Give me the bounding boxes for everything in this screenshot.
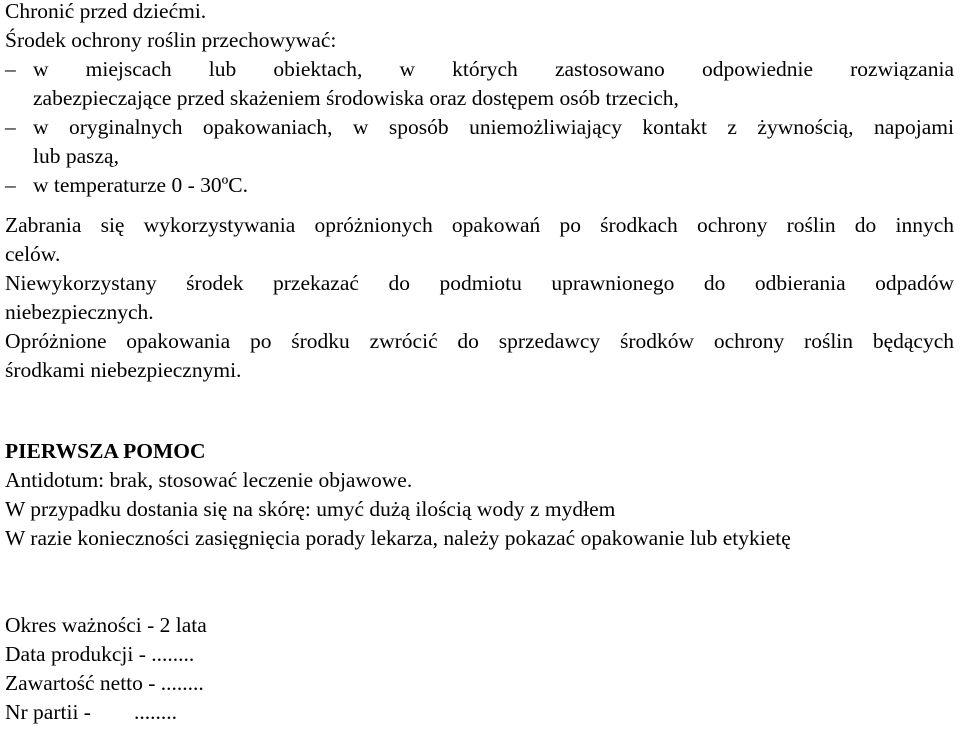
storage-bullet-2-cont: lub paszą, — [33, 144, 119, 168]
child-warning: Chronić przed dziećmi. — [5, 0, 207, 23]
first-aid-heading: PIERWSZA POMOC — [5, 439, 206, 463]
dash-bullet: – — [5, 57, 16, 81]
doctor-advice-line: W razie konieczności zasięgnięcia porady lekarza, należy pokazać opakowanie lub etykietę — [5, 526, 791, 550]
unused-disposal-cont: niebezpiecznych. — [5, 300, 154, 324]
reuse-prohibition: Zabrania się wykorzystywania opróżnionych opakowań po środkach ochrony roślin do innych — [5, 213, 954, 237]
batch-number: Nr partii - ........ — [5, 700, 177, 724]
dash-bullet: – — [5, 173, 16, 197]
unused-disposal: Niewykorzystany środek przekazać do podmiotu uprawnionego do odbierania odpadów — [5, 271, 954, 295]
empty-packaging-return-cont: środkami niebezpiecznymi. — [5, 358, 242, 382]
storage-intro: Środek ochrony roślin przechowywać: — [5, 28, 337, 52]
storage-bullet-2-text: w oryginalnych opakowaniach, w sposób uniemożliwiający kontakt z żywnością, napojami — [33, 115, 954, 139]
production-date: Data produkcji - ........ — [5, 642, 195, 666]
skin-contact-line: W przypadku dostania się na skórę: umyć dużą ilością wody z mydłem — [5, 497, 616, 521]
empty-packaging-return: Opróżnione opakowania po środku zwrócić do sprzedawcy środków ochrony roślin będących — [5, 329, 954, 353]
net-content: Zawartość netto - ........ — [5, 671, 204, 695]
storage-bullet-3-text: w temperaturze 0 - 30ºC. — [33, 173, 249, 197]
dash-bullet: – — [5, 115, 16, 139]
reuse-prohibition-cont: celów. — [5, 242, 61, 266]
antidote-line: Antidotum: brak, stosować leczenie objawowe. — [5, 468, 413, 492]
storage-bullet-1-cont: zabezpieczające przed skażeniem środowiska oraz dostępem osób trzecich, — [33, 86, 679, 110]
storage-bullet-1-text: w miejscach lub obiektach, w których zastosowano odpowiednie rozwiązania — [33, 57, 954, 81]
shelf-life: Okres ważności - 2 lata — [5, 613, 207, 637]
